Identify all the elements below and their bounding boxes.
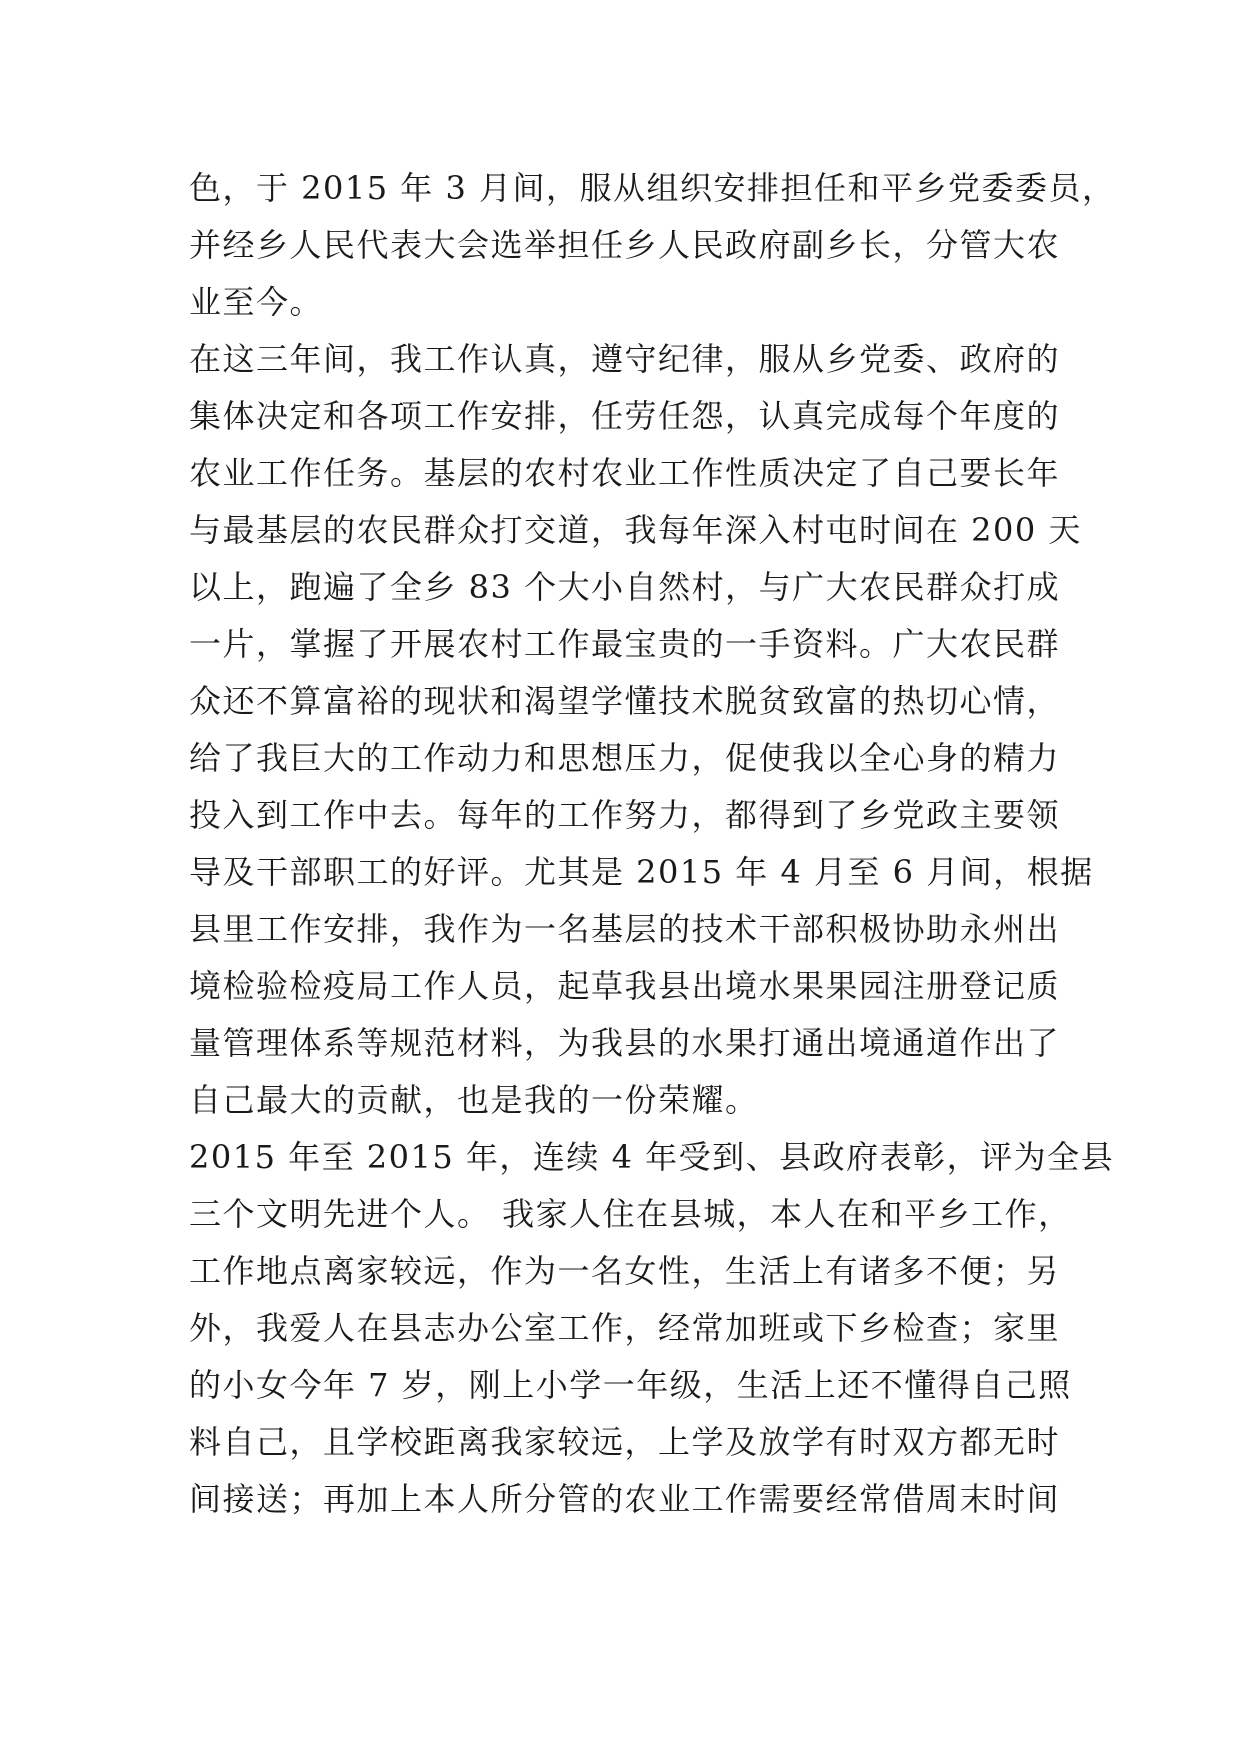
text-line: 投入到工作中去。每年的工作努力，都得到了乡党政主要领 — [189, 796, 1061, 834]
text-line: 众还不算富裕的现状和渴望学懂技术脱贫致富的热切心情， — [189, 682, 1061, 720]
text-line: 导及干部职工的好评。尤其是 2015 年 4 月至 6 月间，根据 — [189, 853, 1094, 891]
text-line: 给了我巨大的工作动力和思想压力，促使我以全心身的精力 — [189, 739, 1061, 777]
text-line: 并经乡人民代表大会选举担任乡人民政府副乡长，分管大农 — [189, 226, 1061, 264]
document-body — [189, 160, 1116, 1528]
text-line: 间接送；再加上本人所分管的农业工作需要经常借周末时间 — [189, 1480, 1061, 1518]
text-line: 业至今。 — [189, 283, 324, 321]
text-line: 以上，跑遍了全乡 83 个大小自然村，与广大农民群众打成 — [189, 568, 1061, 606]
text-line: 与最基层的农民群众打交道，我每年深入村屯时间在 200 天 — [189, 511, 1082, 549]
text-line: 2015 年至 2015 年，连续 4 年受到、县政府表彰，评为全县 — [189, 1138, 1115, 1176]
text-line: 县里工作安排，我作为一名基层的技术干部积极协助永州出 — [189, 910, 1061, 948]
text-line: 工作地点离家较远，作为一名女性，生活上有诸多不便；另 — [189, 1252, 1061, 1290]
text-line: 一片，掌握了开展农村工作最宝贵的一手资料。广大农民群 — [189, 625, 1061, 663]
text-line: 料自己，且学校距离我家较远，上学及放学有时双方都无时 — [189, 1423, 1061, 1461]
text-line: 色，于 2015 年 3 月间，服从组织安排担任和平乡党委委员， — [189, 169, 1116, 207]
text-line: 三个文明先进个人。 我家人住在县城，本人在和平乡工作， — [189, 1195, 1072, 1233]
text-line: 外，我爱人在县志办公室工作，经常加班或下乡检查；家里 — [189, 1309, 1061, 1347]
text-line: 在这三年间，我工作认真，遵守纪律，服从乡党委、政府的 — [189, 340, 1061, 378]
text-line: 境检验检疫局工作人员，起草我县出境水果果园注册登记质 — [189, 967, 1061, 1005]
text-line: 集体决定和各项工作安排，任劳任怨，认真完成每个年度的 — [189, 397, 1061, 435]
text-line: 量管理体系等规范材料，为我县的水果打通出境通道作出了 — [189, 1024, 1061, 1062]
text-line: 自己最大的贡献，也是我的一份荣耀。 — [189, 1081, 759, 1119]
text-line: 农业工作任务。基层的农村农业工作性质决定了自己要长年 — [189, 454, 1061, 492]
text-line: 的小女今年 7 岁，刚上小学一年级，生活上还不懂得自己照 — [189, 1366, 1072, 1404]
